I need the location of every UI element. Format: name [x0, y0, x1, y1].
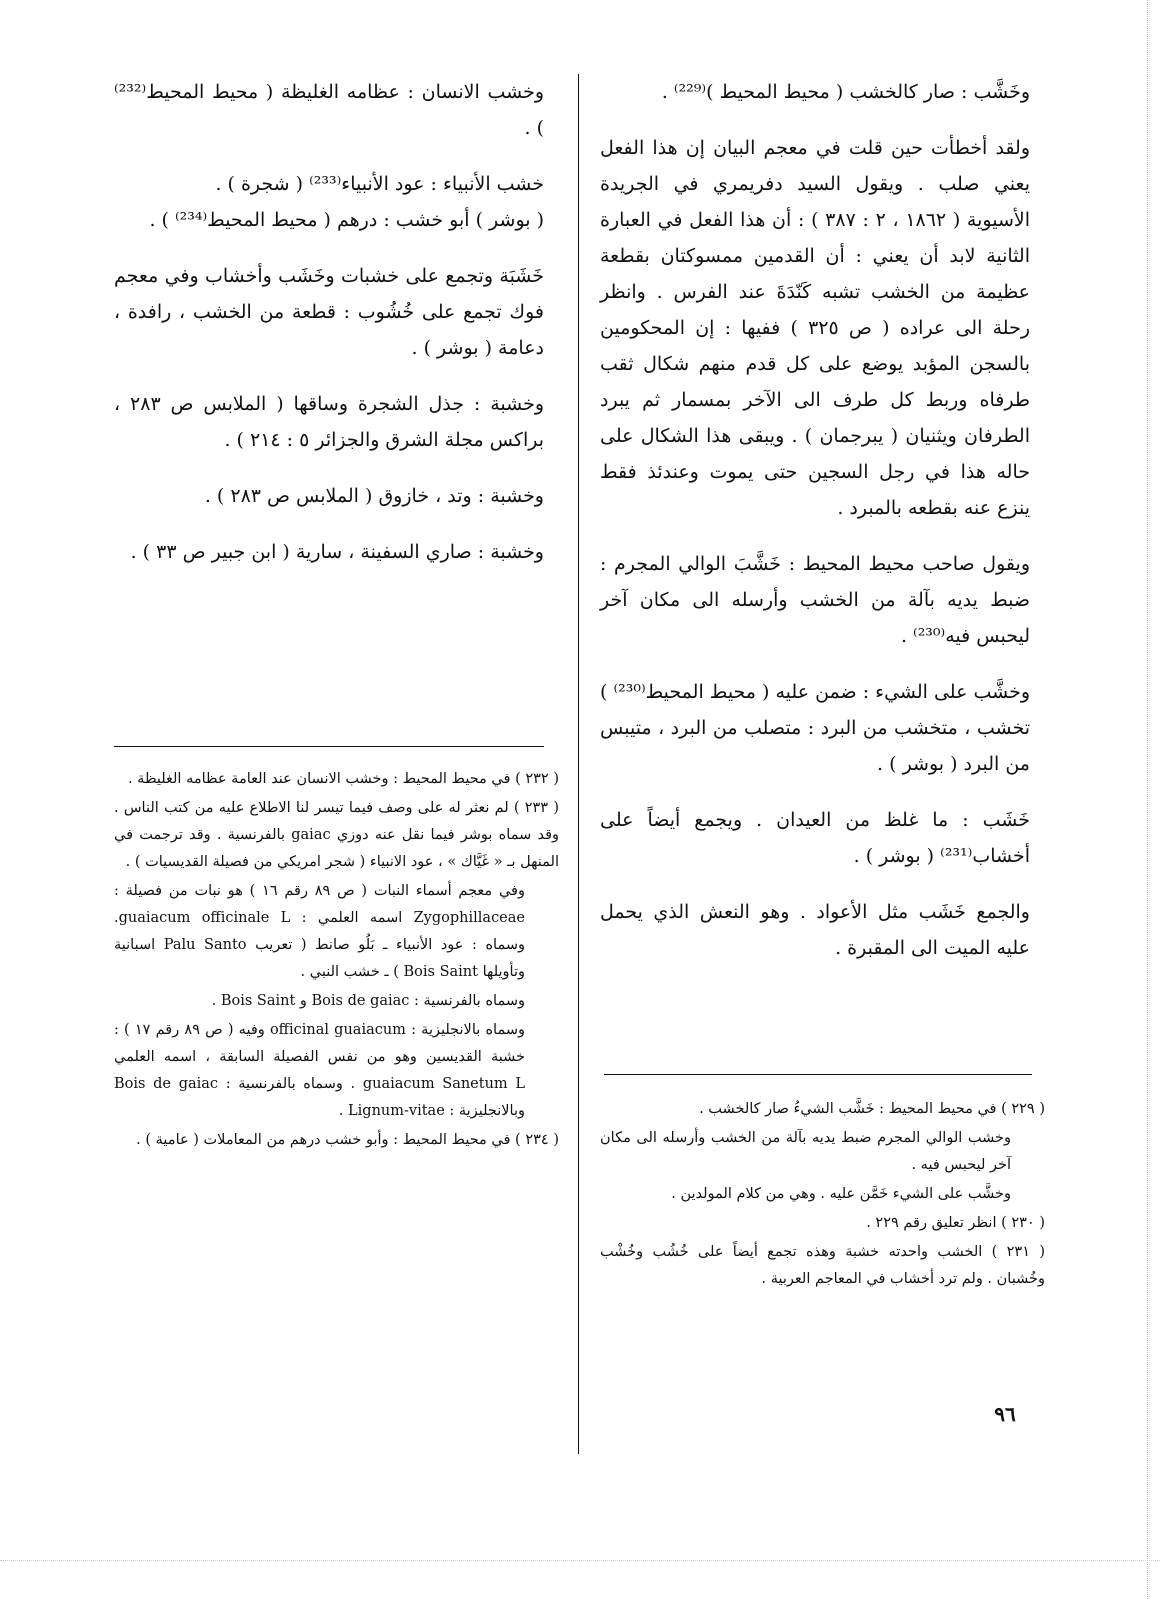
- footnote: ( ٢٣٢ ) في محيط المحيط : وخشب الانسان عند العامة عظامه الغليظة .: [127, 771, 559, 787]
- footnote: وخشَّب على الشيء خَمَّن عليه . وهي من كلام المولدين .: [671, 1186, 1011, 1202]
- entry-paragraph: وخشبة : وتد ، خازوق ( الملابس ص ٢٨٣ ) .: [204, 485, 544, 507]
- entry-paragraph: وخشبة : جذل الشجرة وساقها ( الملابس ص ٢٨٣ ، براكس مجلة الشرق والجزائر ٥ : ٢١٤ ) .: [114, 393, 544, 451]
- entry-paragraph: والجمع خَشَب مثل الأعواد . وهو النعش الذي يحمل عليه الميت الى المقبرة .: [600, 901, 1030, 959]
- footnote: ( ٢٣٠ ) انظر تعليق رقم ٢٢٩ .: [866, 1215, 1045, 1231]
- footnote: وخشب الوالي المجرم ضبط يديه بآلة من الخشب وأرسله الى مكان آخر ليحبس فيه .: [600, 1130, 1011, 1173]
- entry-paragraph: خشب الأنبياء : عود الأنبياء⁽²³³⁾ ( شجرة ) .: [215, 173, 544, 195]
- entry-paragraph: وخشَّب على الشيء : ضمن عليه ( محيط المحيط⁽²³⁰⁾ ) تخشب ، متخشب من البرد : متصلب من البرد ، متيبس من البرد ( بوشر ) .: [600, 681, 1030, 775]
- footnote: ( ٢٣١ ) الخشب واحدته خشبة وهذه تجمع أيضاً على خُشُب وخُشْب وخُشبان . ولم ترد أخشاب في المعاجم العربية .: [600, 1244, 1045, 1287]
- right-column: [600, 74, 1030, 986]
- footnote: ( ٢٣٤ ) في محيط المحيط : وأبو خشب درهم من المعاملات ( عامية ) .: [136, 1132, 559, 1148]
- entry-paragraph: ويقول صاحب محيط المحيط : خَشَّبَ الوالي المجرم : ضبط يديه بآلة من الخشب وأرسله الى مكان آخر ليحبس فيه⁽²³⁰⁾ .: [600, 553, 1030, 647]
- footnote: ( ٢٢٩ ) في محيط المحيط : خَشَّب الشيءُ صار كالخشب .: [699, 1101, 1045, 1117]
- left-column: [114, 74, 544, 590]
- entry-paragraph: وخَشَّب : صار كالخشب ( محيط المحيط )⁽²²⁹⁾ .: [661, 81, 1030, 103]
- footnote-separator: [114, 746, 544, 747]
- entry-paragraph: وخشب الانسان : عظامه الغليظة ( محيط المحيط⁽²³²⁾ ) .: [114, 81, 544, 139]
- footnotes-right: [600, 1096, 1045, 1295]
- entry-paragraph: ولقد أخطأت حين قلت في معجم البيان إن هذا الفعل يعني صلب . ويقول السيد دفريمري في الجريدة الأسيوية ( ١٨٦٢ ، ٢ : ٣٨٧ ) : أن هذا الفعل في العبارة الثانية لابد أن يعني : أن القدمين ممسوكتان بقطعة عظيمة من الخشب تشبه كَنّدَةَ عند الفرس . وانظر رحلة الى عراده ( ص ٣٢٥ ) ففيها : إن المحكومين بالسجن المؤبد يوضع على كل قدم منهم شكال ثقب طرفاه وربط كل طرف الى الآخر بمسمار ثم يبرد الطرفان ويثنيان ( يبرجمان ) . ويبقى هذا الشكال على حاله هذا في رجل السجين حتى يموت وعندئذ فقط ينزع عنه بقطعه بالمبرد .: [600, 137, 1030, 519]
- entry-paragraph: خَشَبَة وتجمع على خشبات وخَشَب وأخشاب وفي معجم فوك تجمع على خُشُوب : قطعة من الخشب ، رافدة ، دعامة ( بوشر ) .: [114, 265, 544, 359]
- footnote: وفي معجم أسماء النبات ( ص ٨٩ رقم ١٦ ) هو نبات من فصيلة : Zygophillaceae اسمه العلمي : guaiacum officinale L. وسماه : عود الأنبياء ـ بَلُو صانط ( تعريب Palu Santo اسبانية وتأويلها Bois Saint ) ـ خشب النبي .: [114, 883, 526, 980]
- entry-paragraph: وخشبة : صاري السفينة ، سارية ( ابن جبير ص ٣٣ ) .: [130, 541, 544, 563]
- footnote: وسماه بالفرنسية : Bois de gaiac و Bois Saint .: [211, 993, 525, 1009]
- entry-paragraph: ( بوشر ) أبو خشب : درهم ( محيط المحيط⁽²³⁴⁾ ) .: [149, 209, 544, 231]
- page-number: ٩٦: [994, 1402, 1016, 1426]
- page-edge: [1147, 0, 1148, 1599]
- footnote-separator: [604, 1074, 1032, 1075]
- footnotes-left: [114, 766, 559, 1156]
- footnote: ( ٢٣٣ ) لم نعثر له على وصف فيما تيسر لنا الاطلاع عليه من كتب الناس . وقد سماه بوشر فيما نقل عنه دوزي gaiac بالفرنسية . وقد ترجمت في المنهل بـ « غَيَّاك » ، عود الانبياء ( شجر امريكي من فصيلة القديسيات ) .: [114, 800, 559, 870]
- page-bottom-edge: [0, 1560, 1160, 1561]
- column-divider: [578, 74, 579, 1454]
- footnote: وسماه بالانجليزية : officinal guaiacum وفيه ( ص ٨٩ رقم ١٧ ) : خشبة القديسين وهو من نفس الفصيلة السابقة ، اسمه العلمي guaiacum Sanetum L . وسماه بالفرنسية : Bois de gaiac وبالانجليزية : Lignum-vitae .: [114, 1022, 525, 1119]
- entry-paragraph: خَشَب : ما غلظ من العيدان . ويجمع أيضاً على أخشاب⁽²³¹⁾ ( بوشر ) .: [600, 809, 1030, 867]
